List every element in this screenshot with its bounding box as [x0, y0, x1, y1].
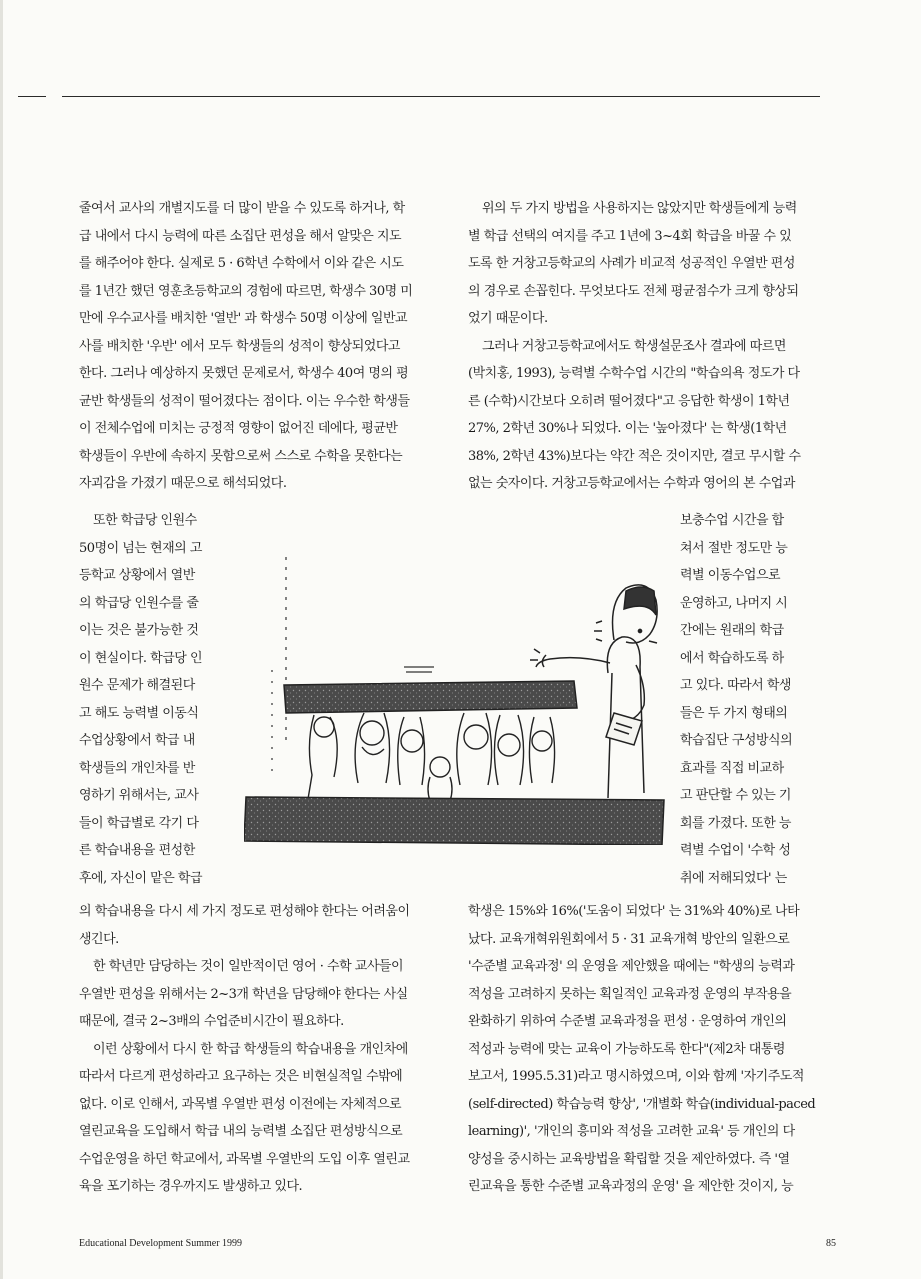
text-line: 별 학급 선택의 여지를 주고 1년에 3~4회 학급을 바꿀 수 있	[468, 228, 792, 244]
text-line: 위의 두 가지 방법을 사용하지는 않았지만 학생들에게 능력	[482, 201, 797, 216]
text-line: 균반 학생들의 성적이 떨어졌다는 점이다. 이는 우수한 학생들	[79, 393, 410, 409]
text-line: 50명이 넘는 현재의 고	[79, 540, 202, 556]
text-line: 력별 이동수업으로	[680, 568, 781, 583]
text-line: 른 학습내용을 편성한	[79, 843, 195, 858]
right-paragraph-bottom	[468, 898, 816, 1201]
text-line: (self-directed) 학습능력 향상', '개별화 학습(individual-paced	[468, 1096, 816, 1112]
text-line: 적성을 고려하지 못하는 획일적인 교육과정 운영의 부작용을	[468, 986, 792, 1002]
text-line: (박치홍, 1993), 능력별 수학수업 시간의 "학습의욕 정도가 다	[468, 366, 800, 381]
right-paragraph-wrapped	[680, 507, 816, 892]
left-paragraph-bottom	[79, 898, 424, 1201]
text-line: 의 경우로 손꼽힌다. 무엇보다도 전체 평균점수가 크게 향상되	[468, 283, 799, 299]
text-line: 고 판단할 수 있는 기	[680, 788, 791, 803]
text-line: 의 학급당 인원수를 줄	[79, 595, 199, 611]
text-line: 났다. 교육개혁위원회에서 5 · 31 교육개혁 방안의 일환으로	[468, 931, 790, 947]
text-line: 완화하기 위하여 수준별 교육과정을 편성 · 운영하여 개인의	[468, 1014, 787, 1029]
text-line: learning)', '개인의 흥미와 적성을 고려한 교육' 등 개인의 다	[468, 1124, 795, 1139]
text-line: 이런 상황에서 다시 한 학급 학생들의 학습내용을 개인차에	[93, 1041, 408, 1057]
text-line: 의 학습내용을 다시 세 가지 정도로 편성해야 한다는 어려움이	[79, 904, 410, 919]
text-line: 도록 한 거창고등학교의 사례가 비교적 성공적인 우열반 편성	[468, 256, 795, 271]
left-paragraph-top	[79, 195, 424, 498]
text-line: 때문에, 결국 2~3배의 수업준비시간이 필요하다.	[79, 1014, 344, 1029]
text-line: 간에는 원래의 학급	[680, 623, 784, 638]
students-group	[308, 713, 555, 801]
upper-slab	[284, 681, 577, 713]
text-line: 수업운영을 하던 학교에서, 과목별 우열반의 도입 이후 열린교	[79, 1151, 410, 1167]
text-line: 학습집단 구성방식의	[680, 733, 793, 748]
text-line: 른 (수학)시간보다 오히려 떨어졌다"고 응답한 학생이 1학년	[468, 393, 790, 409]
text-line: 수업상황에서 학급 내	[79, 733, 195, 748]
text-line: 38%, 2학년 43%)보다는 약간 적은 것이지만, 결코 무시할 수	[468, 448, 801, 464]
text-line: 한 학년만 담당하는 것이 일반적이던 영어 · 수학 교사들이	[93, 959, 404, 974]
text-line: 이 현실이다. 학급당 인	[79, 650, 203, 666]
text-line: 육을 포기하는 경우까지도 발생하고 있다.	[79, 1179, 303, 1194]
lower-slab	[244, 797, 664, 845]
text-line: 우열반 편성을 위해서는 2~3개 학년을 담당해야 한다는 사실	[79, 986, 408, 1002]
text-line: 없다. 이로 인해서, 과목별 우열반 편성 이전에는 자체적으로	[79, 1096, 402, 1112]
text-line: 사를 배치한 '우반' 에서 모두 학생들의 성적이 향상되었다고	[79, 338, 400, 354]
text-line: 줄여서 교사의 개별지도를 더 많이 받을 수 있도록 하거나, 학	[79, 201, 405, 216]
text-line: 력별 수업이 '수학 성	[680, 843, 791, 858]
text-line: 이 전체수업에 미치는 긍정적 영향이 없어진 데에다, 평균반	[79, 421, 398, 436]
text-line: 학생들이 우반에 속하지 못함으로써 스스로 수학을 못한다는	[79, 448, 403, 464]
text-line: 고 해도 능력별 이동식	[79, 705, 199, 721]
text-line: 이는 것은 불가능한 것	[79, 623, 199, 638]
text-line: 에서 학습하도록 하	[680, 650, 784, 666]
text-line: 27%, 2학년 30%나 되었다. 이는 '높아졌다' 는 학생(1학년	[468, 421, 787, 436]
text-line: 쳐서 절반 정도만 능	[680, 540, 788, 556]
text-line: 린교육을 통한 수준별 교육과정의 운영' 을 제안한 것이지, 능	[468, 1179, 794, 1194]
text-line: 그러나 거창고등학교에서도 학생설문조사 결과에 따르면	[482, 338, 786, 354]
text-line: 효과를 직접 비교하	[680, 760, 784, 776]
text-line: 들이 학급별로 각기 다	[79, 815, 199, 831]
page-edge-shadow	[0, 0, 3, 1279]
text-line: 한다. 그러나 예상하지 못했던 문제로서, 학생수 40여 명의 평	[79, 366, 409, 381]
text-line: 양성을 중시하는 교육방법을 확립할 것을 제안하였다. 즉 '열	[468, 1151, 790, 1167]
text-line: 없는 숫자이다. 거창고등학교에서는 수학과 영어의 본 수업과	[468, 476, 795, 491]
footer-journal: Educational Development Summer 1999	[79, 1238, 243, 1249]
text-line: 를 1년간 했던 영훈초등학교의 경험에 따르면, 학생수 30명 미	[79, 283, 413, 299]
text-line: 생긴다.	[79, 931, 119, 947]
text-line: 보충수업 시간을 합	[680, 513, 784, 528]
cartoon-illustration-icon	[244, 545, 676, 845]
text-line: 따라서 다르게 편성하라고 요구하는 것은 비현실적일 수밖에	[79, 1069, 403, 1084]
text-line: 급 내에서 다시 능력에 따른 소집단 편성을 해서 알맞은 지도	[79, 228, 402, 244]
left-paragraph-wrapped	[79, 507, 219, 892]
text-line: 취에 저해되었다' 는	[680, 870, 787, 886]
header-rule-short	[18, 96, 46, 97]
text-line: 또한 학급당 인원수	[93, 513, 197, 528]
text-line: 를 해주어야 한다. 실제로 5 · 6학년 수학에서 이와 같은 시도	[79, 256, 404, 271]
text-line: 자괴감을 가졌기 때문으로 해석되었다.	[79, 476, 287, 491]
header-rule	[62, 96, 820, 97]
text-line: 회를 가졌다. 또한 능	[680, 815, 791, 831]
text-line: 영하기 위해서는, 교사	[79, 788, 199, 803]
text-line: 학생은 15%와 16%('도움이 되었다' 는 31%와 40%)로 나타	[468, 904, 800, 919]
text-line: 었기 때문이다.	[468, 311, 548, 326]
text-line: '수준별 교육과정' 의 운영을 제안했을 때에는 "학생의 능력과	[468, 959, 795, 974]
text-line: 보고서, 1995.5.31)라고 명시하였으며, 이와 함께 '자기주도적	[468, 1069, 804, 1084]
text-line: 후에, 자신이 맡은 학급	[79, 870, 203, 886]
page-number: 85	[826, 1238, 836, 1249]
text-line: 들은 두 가지 형태의	[680, 705, 788, 721]
text-line: 운영하고, 나머지 시	[680, 595, 788, 611]
text-line: 만에 우수교사를 배치한 '열반' 과 학생수 50명 이상에 일반교	[79, 311, 408, 326]
text-line: 학생들의 개인차를 반	[79, 760, 195, 776]
text-line: 등학교 상황에서 열반	[79, 568, 195, 583]
text-line: 열린교육을 도입해서 학급 내의 능력별 소집단 편성방식으로	[79, 1124, 403, 1139]
right-paragraph-top	[468, 195, 816, 498]
text-line: 원수 문제가 해결된다	[79, 678, 195, 693]
text-line: 고 있다. 따라서 학생	[680, 678, 791, 693]
text-line: 적성과 능력에 맞는 교육이 가능하도록 한다"(제2차 대통령	[468, 1041, 785, 1057]
